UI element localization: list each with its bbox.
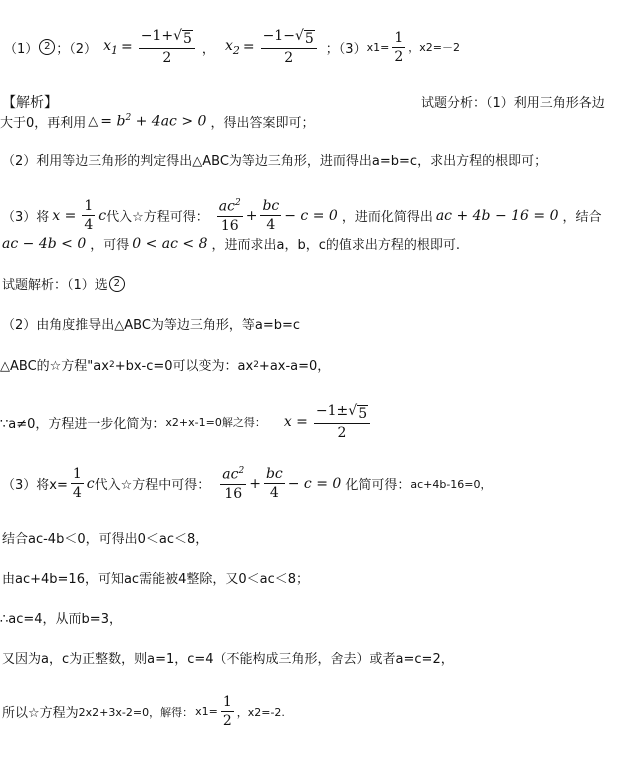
analysis-line-2: 大于0，再利用 △ = $b^2 + 4ac > 0$ ，得出答案即可； — [0, 113, 315, 131]
solution-line-2: （2）由角度推导出△ABC为等边三角形，等a=b=c — [2, 318, 301, 333]
x2-fraction: −1− √ 5 2 — [261, 28, 317, 66]
answer-part1-label: （1） — [4, 41, 39, 57]
solution-line-9: 又因为a，c为正整数，则a=1，c=4（不能构成三角形，舍去）或者a=c=2， — [2, 652, 454, 667]
x1-fraction: −1+ √ 5 2 — [139, 28, 195, 66]
analysis-line-3: （2）利用等边三角形的判定得出△ABC为等边三角形，进而得出a=b=c，求出方程的根即可； — [2, 154, 548, 169]
half-fraction: $\frac{1}{2}$ — [394, 29, 404, 65]
answer-part3-label: ；（3） — [325, 41, 367, 57]
jiexi-title: 【解析】 — [2, 95, 58, 111]
analysis-label: 试题分析：（1）利用三角形各边 — [421, 96, 605, 111]
analysis-line-5: ac − 4b < 0 ，可得 0 < ac < 8 ，进而求出a，b，c的值求出方程的根即可. — [2, 235, 461, 253]
solution-line-6: 结合ac-4b＜0，可得出 0＜ac＜8， — [2, 532, 209, 547]
solution-line-1: 试题解析：（1）选 2 — [2, 274, 126, 293]
solution-line-4: ∵a≠0，方程进一步化简为： x2+x-1=0解之得： x = −1± √ 5 2 — [0, 403, 373, 441]
circled-two: 2 — [39, 39, 55, 55]
solution-line-5: （3）将x= $\frac{1}{4}$ c 代入☆方程中可得： $\frac{ac^2}{16}$ + $\frac{bc}{4}$ − c = 0 化简可得： ac+4b-16=0， — [2, 466, 492, 502]
answer-line: （1） 2 ；（2） $x_1$ = −1+ √ 5 2 ， $x_2$ = −1− √ 5 2 ；（3） x1= $\frac{1}{2}$ ，x2=－2 — [4, 28, 460, 67]
circled-two-solution: 2 — [109, 276, 125, 292]
x2-var: $x_2$ — [224, 37, 240, 57]
solution-line-3: △ABC的☆方程"ax 2 +bx-c=0可以变为：ax 2 +ax-a=0， — [0, 359, 331, 374]
solution-line-8: ∴ac=4，从而b=3， — [0, 612, 122, 627]
x1-var: $x_1$ — [103, 37, 118, 57]
analysis-line-4: （3）将 x = $\frac{1}{4}$ c 代入☆方程可得： $\frac{ac^2}{16}$ + $\frac{bc}{4}$ − c = 0 ，进而化简得出 ac + 4b − 16 = 0 ，结合 — [2, 198, 602, 234]
answer-part2-label: ；（2） — [56, 41, 98, 57]
solution-line-10: 所以☆方程为 2x2+3x-2=0，解得： x1= $\frac{1}{2}$ ，x2=-2. — [2, 694, 285, 730]
solution-line-7: 由ac+4b=16，可知ac需能被4整除，又0＜ac＜8； — [2, 572, 310, 587]
